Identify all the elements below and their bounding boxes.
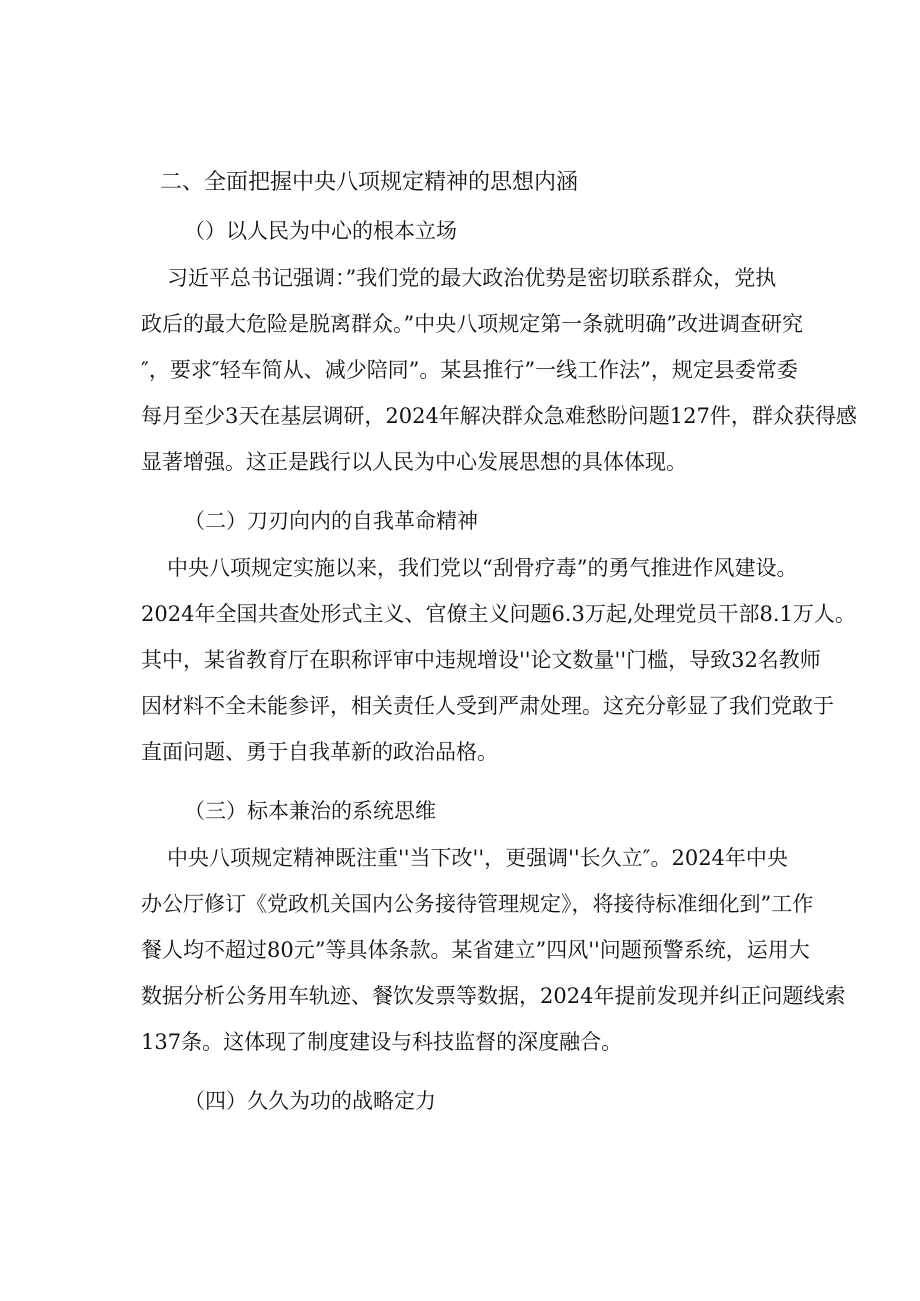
subsection-title-3: （三）标本兼治的系统思维 [184,799,436,823]
subsection-title-4: （四）久久为功的战略定力 [184,1089,436,1113]
paragraph-2 [141,545,856,775]
paragraph-line: 中央八项规定实施以来，我们党以“刮骨疗毒”的勇气推进作风建设。 [167,556,798,580]
subsection-title-2: （二）刀刃向内的自我革命精神 [184,509,478,533]
paragraph-line: 因材料不全未能参评，相关责任人受到严肃处理。这充分彰显了我们党敢于 [141,694,834,718]
paragraph-3 [141,835,846,1065]
section-heading: 二、全面把握中央八项规定精神的思想内涵 [160,170,579,195]
paragraph-line: 其中，某省教育厅在职称评审中违规增设''论文数量''门槛，导致32名教师 [141,648,821,672]
paragraph-line: ″，要求″轻车简从、减少陪同”。某县推行”一线工作法”，规定县委常委 [141,358,798,382]
paragraph-line: 每月至少3天在基层调研，2024年解决群众急难愁盼问题127件，群众获得感 [141,404,857,428]
paragraph-line: 数据分析公务用车轨迹、餐饮发票等数据，2024年提前发现并纠正问题线索 [141,984,846,1008]
paragraph-line: 中央八项规定精神既注重''当下改''，更强调''长久立″。2024年中央 [167,846,788,870]
paragraph-line: 137条。这体现了制度建设与科技监督的深度融合。 [141,1030,623,1054]
paragraph-1 [141,255,857,485]
paragraph-line: 显著增强。这正是践行以人民为中心发展思想的具体体现。 [141,450,687,474]
paragraph-line: 餐人均不超过80元”等具体条款。某省建立”四风''问题预警系统，运用大 [141,938,810,962]
paragraph-line: 办公厅修订《党政机关国内公务接待管理规定》，将接待标准细化到”工作 [141,892,814,916]
paragraph-line: 政后的最大危险是脱离群众。”中央八项规定第一条就明确”改进调查研究 [141,312,803,336]
paragraph-line: 习近平总书记强调：”我们党的最大政治优势是密切联系群众，党执 [167,266,777,290]
subsection-title-1: （）以人民为中心的根本立场 [184,219,457,243]
paragraph-line: 2024年全国共查处形式主义、官僚主义问题6.3万起,处理党员干部8.1万人。 [141,602,856,626]
paragraph-line: 直面问题、勇于自我革新的政治品格。 [141,740,498,764]
